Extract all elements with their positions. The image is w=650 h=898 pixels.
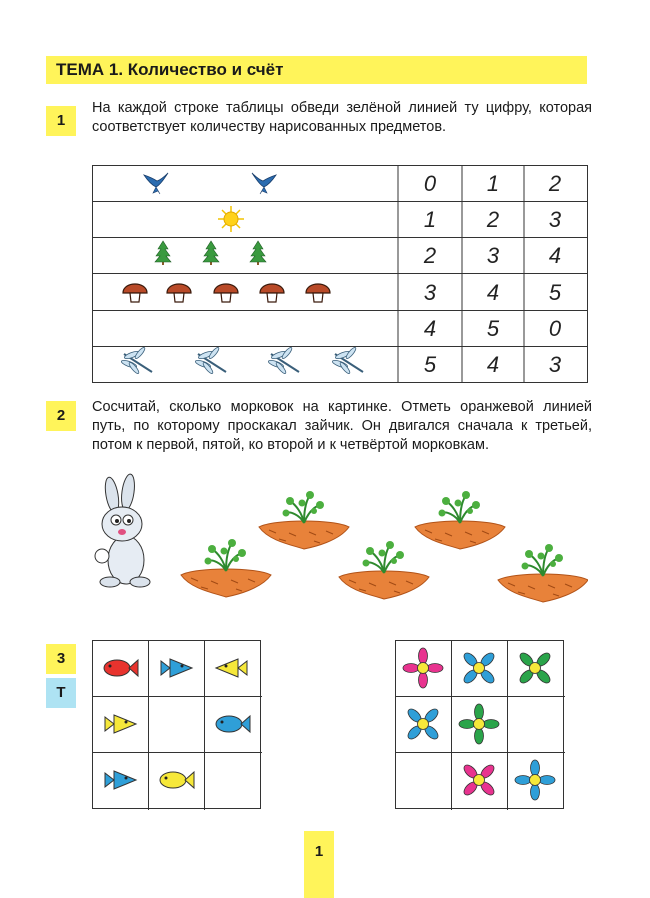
table-digit[interactable]: 5: [423, 352, 437, 377]
table-digit[interactable]: 3: [548, 352, 562, 377]
table-digit[interactable]: 1: [423, 207, 437, 232]
table-digit[interactable]: 3: [486, 243, 500, 268]
task3-number: 3: [46, 644, 76, 674]
flower-grid: [395, 640, 565, 810]
task1-table: [92, 165, 588, 383]
task1-text: На каждой строке таблицы обведи зелёной линией ту цифру, которая соответствует количеству нарисованных предметов.: [92, 100, 592, 135]
test-badge: Т: [46, 678, 76, 708]
topic-header: [46, 56, 587, 84]
table-digit[interactable]: 3: [423, 280, 437, 305]
table-digit[interactable]: 2: [486, 207, 500, 232]
table-digit[interactable]: 1: [486, 171, 500, 196]
bunny-picture: [95, 473, 150, 587]
table-digit[interactable]: 0: [423, 171, 437, 196]
table-digit[interactable]: 2: [548, 171, 562, 196]
table-digit[interactable]: 5: [548, 280, 562, 305]
table-digit[interactable]: 5: [486, 316, 500, 341]
page-number: 1: [304, 831, 334, 898]
table-digit[interactable]: 3: [548, 207, 562, 232]
table-digit[interactable]: 4: [548, 243, 562, 268]
task2-text: Сосчитай, сколько морковок на картинке. Отметь оранжевой линией путь, по которому проскакал зайчик. Он двигался сначала к третьей, потом к первой, пятой, ко второй и к четвёртой морковкам.: [92, 399, 592, 453]
task2-number: 2: [46, 401, 76, 431]
carrot-icon: [181, 539, 271, 597]
carrot-icon: [339, 541, 429, 599]
table-digit[interactable]: 4: [423, 316, 437, 341]
topic-title: ТЕМА 1. Количество и счёт: [56, 60, 284, 79]
carrot-icon: [498, 544, 588, 602]
carrot-picture: [88, 470, 588, 610]
table-digit[interactable]: 2: [423, 243, 437, 268]
table-digit[interactable]: 4: [486, 280, 500, 305]
table-digit[interactable]: 0: [548, 316, 562, 341]
task1-number: 1: [46, 106, 76, 136]
table-digit[interactable]: 4: [486, 352, 500, 377]
carrot-icon: [259, 491, 349, 549]
fish-grid: [92, 640, 262, 810]
carrot-icon: [415, 491, 505, 549]
